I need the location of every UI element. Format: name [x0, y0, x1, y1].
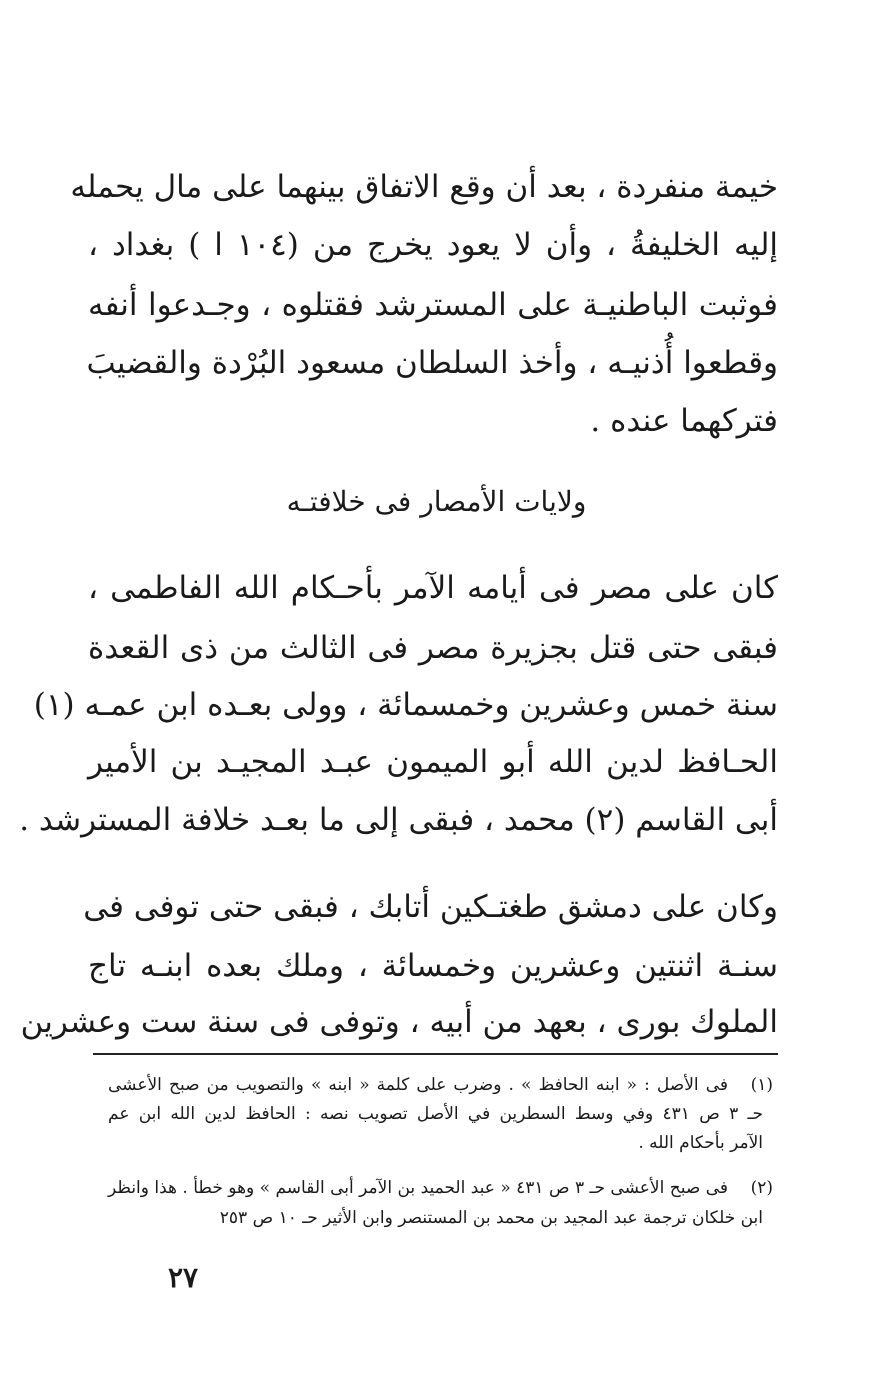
- page-number: ٢٧: [168, 1261, 199, 1294]
- paragraph-2-line-5: أبى القاسم (٢) محمد ، فبقى إلى ما بعـد خلافة المسترشد .: [19, 802, 778, 838]
- paragraph-1-line-3: فوثبت الباطنيـة على المسترشد فقتلوه ، وجـدعوا أنفه: [88, 287, 778, 323]
- paragraph-2-line-3: سنة خمس وعشرين وخمسمائة ، وولى بعـده ابن عمـه (١): [33, 687, 778, 723]
- paragraph-1-line-5: فتركهما عنده .: [590, 403, 778, 439]
- paragraph-1-line-1: خيمة منفردة ، بعد أن وقع الاتفاق بينهما على مال يحمله: [70, 169, 778, 205]
- paragraph-3-line-1: وكان على دمشق طغتـكين أتابك ، فبقى حتى توفى فى: [83, 889, 778, 925]
- footnote-2-line-2: ابن خلكان ترجمة عبد المجيد بن محمد بن المستنصر وابن الأثير حـ ١٠ ص ٢٥٣: [219, 1208, 763, 1228]
- footnote-1-line-2: حـ ٣ ص ٤٣١ وفي وسط السطرين في الأصل تصويب نصه : الحافظ لدين الله ابن عم: [108, 1104, 763, 1124]
- paragraph-1-line-4: وقطعوا أُذنيـه ، وأخذ السلطان مسعود البُرْدة والقضيبَ: [86, 345, 778, 381]
- footnote-1-number: (١): [750, 1075, 773, 1095]
- paragraph-3-line-3: الملوك بورى ، بعهد من أبيه ، وتوفى فى سنة ست وعشرين: [20, 1004, 778, 1040]
- paragraph-2-line-1: كان على مصر فى أيامه الآمر بأحـكام الله الفاطمى ،: [88, 570, 778, 606]
- footnote-separator: [93, 1053, 778, 1055]
- section-heading: ولايات الأمصار فى خلافتـه: [286, 485, 587, 518]
- footnote-2-number: (٢): [750, 1178, 773, 1198]
- footnote-1-line-3: الآمر بأحكام الله .: [638, 1133, 763, 1153]
- footnote-2-line-1: فى صبح الأعشى حـ ٣ ص ٤٣١ « عبد الحميد بن الآمر أبى القاسم » وهو خطأ . هذا وانظر: [108, 1178, 728, 1198]
- paragraph-3-line-2: سنـة اثنتين وعشرين وخمسائة ، وملك بعده ابنـه تاج: [88, 948, 778, 984]
- paragraph-1-line-2: إليه الخليفةُ ، وأن لا يعود يخرج من (١٠٤ ا ) بغداد ،: [88, 227, 779, 263]
- paragraph-2-line-2: فبقى حتى قتل بجزيرة مصر فى الثالث من ذى القعدة: [88, 630, 778, 666]
- paragraph-2-line-4: الحـافظ لدين الله أبو الميمون عبـد المجيـد بن الأمير: [88, 744, 778, 780]
- footnote-1-line-1: فى الأصل : « ابنه الحافظ » . وضرب على كلمة « ابنه » والتصويب من صبح الأعشى: [108, 1075, 728, 1095]
